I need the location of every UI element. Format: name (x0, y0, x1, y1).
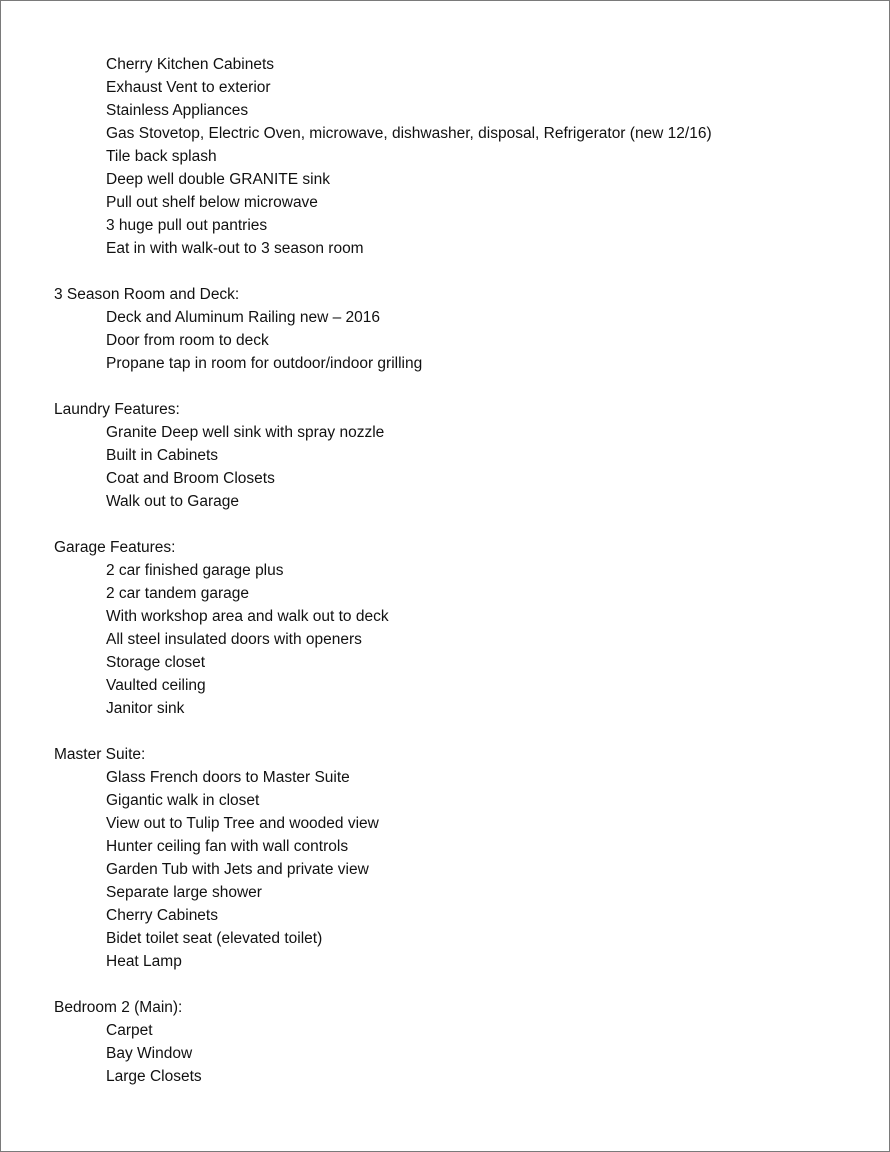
list-item: Vaulted ceiling (106, 677, 206, 694)
list-item: Tile back splash (106, 148, 217, 165)
list-item: Separate large shower (106, 884, 262, 901)
list-item: Door from room to deck (106, 332, 269, 349)
section-heading: Garage Features: (54, 539, 176, 556)
list-item: Eat in with walk-out to 3 season room (106, 240, 364, 257)
list-item: Gas Stovetop, Electric Oven, microwave, dishwasher, disposal, Refrigerator (new 12/16) (106, 125, 712, 142)
section-bedroom-2 (54, 996, 854, 1088)
list-item: Bay Window (106, 1045, 193, 1062)
list-item: Exhaust Vent to exterior (106, 79, 271, 96)
list-item: View out to Tulip Tree and wooded view (106, 815, 379, 832)
list-item: Storage closet (106, 654, 206, 671)
list-item: Bidet toilet seat (elevated toilet) (106, 930, 323, 947)
list-item: Heat Lamp (106, 953, 182, 970)
list-item: Propane tap in room for outdoor/indoor grilling (106, 355, 423, 372)
list-item: Pull out shelf below microwave (106, 194, 318, 211)
section-garage (54, 536, 854, 720)
list-item: Granite Deep well sink with spray nozzle (106, 424, 385, 441)
section-3-season-room (54, 283, 854, 375)
section-kitchen (54, 53, 854, 260)
list-item: 3 huge pull out pantries (106, 217, 268, 234)
list-item: All steel insulated doors with openers (106, 631, 362, 648)
list-item: Walk out to Garage (106, 493, 239, 510)
list-item: Glass French doors to Master Suite (106, 769, 350, 786)
list-item: Gigantic walk in closet (106, 792, 260, 809)
list-item: Stainless Appliances (106, 102, 249, 119)
section-laundry (54, 398, 854, 513)
section-heading: Master Suite: (54, 746, 146, 763)
list-item: Garden Tub with Jets and private view (106, 861, 369, 878)
list-item: Cherry Cabinets (106, 907, 218, 924)
list-item: Janitor sink (106, 700, 185, 717)
list-item: Hunter ceiling fan with wall controls (106, 838, 349, 855)
section-heading: Laundry Features: (54, 401, 180, 418)
list-item: 2 car tandem garage (106, 585, 250, 602)
section-heading: Bedroom 2 (Main): (54, 999, 183, 1016)
list-item: Deep well double GRANITE sink (106, 171, 330, 188)
list-item: Cherry Kitchen Cabinets (106, 56, 274, 73)
document-content (54, 53, 854, 1088)
list-item: Carpet (106, 1022, 153, 1039)
list-item: Coat and Broom Closets (106, 470, 275, 487)
list-item: Large Closets (106, 1068, 202, 1085)
section-master-suite (54, 743, 854, 973)
section-heading: 3 Season Room and Deck: (54, 286, 240, 303)
list-item: 2 car finished garage plus (106, 562, 284, 579)
list-item: Deck and Aluminum Railing new – 2016 (106, 309, 380, 326)
list-item: With workshop area and walk out to deck (106, 608, 389, 625)
list-item: Built in Cabinets (106, 447, 219, 464)
